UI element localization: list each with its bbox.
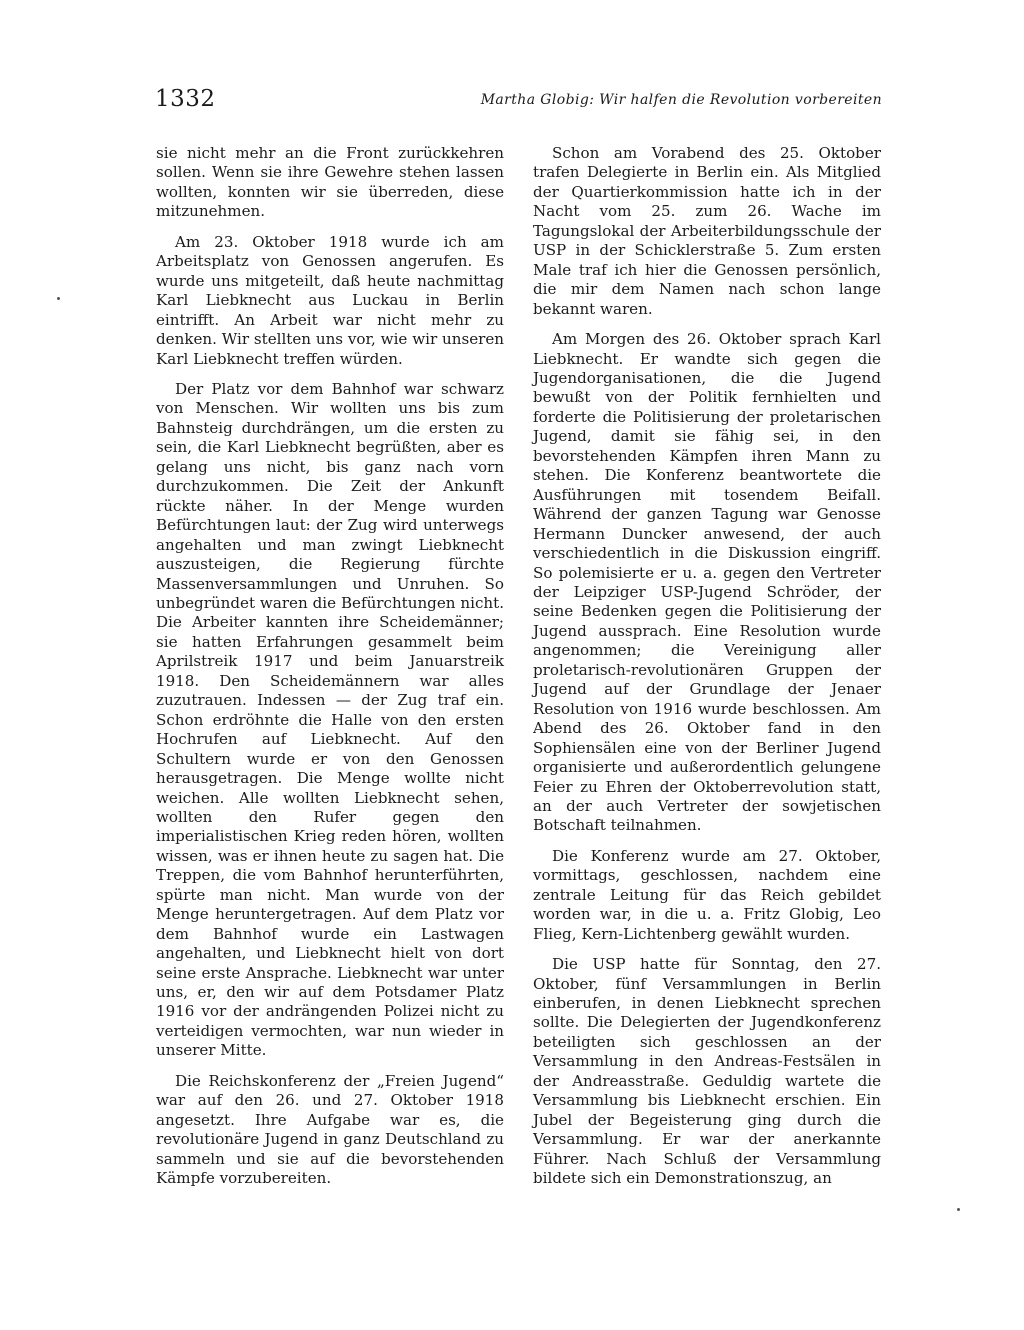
left-column [156,144,504,1200]
paragraph: sie nicht mehr an die Front zurückkehren sollen. Wenn sie ihre Gewehre stehen lassen wollten, konnten wir sie überreden, diese mitzunehmen. [156,144,504,221]
paragraph: Die Konferenz wurde am 27. Oktober, vormittags, geschlossen, nachdem eine zentrale Leitung für das Reich gebildet worden war, in die u. a. Fritz Globig, Leo Flieg, Kern-Lichtenberg gewählt wurden. [533,846,881,943]
paragraph: Die USP hatte für Sonntag, den 27. Oktober, fünf Versammlungen in Berlin einberufen, in denen Liebknecht sprechen sollte. Die Delegierten der Jugendkonferenz beteiligten sich geschlossen an der Versammlung in den Andreas-Festsälen in der Andreasstraße. Geduldig wartete die Versammlung bis Liebknecht erschien. Ein Jubel der Begeisterung ging durch die Versammlung. Er war der anerkannte Führer. Nach Schluß der Versammlung bildete sich ein Demonstrationszug, an [533,955,881,1188]
page-number: 1332 [155,86,216,112]
paragraph: Am 23. Oktober 1918 wurde ich am Arbeitsplatz von Genossen angerufen. Es wurde uns mitgeteilt, daß heute nachmittag Karl Liebknecht aus Luckau in Berlin eintrifft. An Arbeit war nicht mehr zu denken. Wir stellten uns vor, wie wir unseren Karl Liebknecht treffen würden. [156,232,504,368]
scan-speck [57,297,60,300]
right-column [533,144,881,1200]
paragraph: Am Morgen des 26. Oktober sprach Karl Liebknecht. Er wandte sich gegen die Jugendorganisationen, die die Jugend bewußt von der Politik fernhielten und forderte die Politisierung der proletarischen Jugend, damit sie fähig sei, in den bevorstehenden Kämpfen ihren Mann zu stehen. Die Konferenz beantwortete die Ausführungen mit tosendem Beifall. Während der ganzen Tagung war Genosse Hermann Duncker anwesend, der auch verschiedentlich in die Diskussion eingriff. So polemisierte er u. a. gegen den Vertreter der Leipziger USP-Jugend Schröder, der seine Bedenken gegen die Politisierung der Jugend aussprach. Eine Resolution wurde angenommen; die Vereinigung aller proletarisch-revolutionären Gruppen der Jugend auf der Grundlage der Jenaer Resolution von 1916 wurde beschlossen. Am Abend des 26. Oktober fand in den Sophiensälen eine von der Berliner Jugend organisierte und außerordentlich gelungene Feier zu Ehren der Oktoberrevolution statt, an der auch Vertreter der sowjetischen Botschaft teilnahmen. [533,330,881,835]
paragraph: Der Platz vor dem Bahnhof war schwarz von Menschen. Wir wollten uns bis zum Bahnsteig durchdrängen, um die ersten zu sein, die Karl Liebknecht begrüßten, aber es gelang uns nicht, bis ganz nach vorn durchzukommen. Die Zeit der Ankunft rückte näher. In der Menge wurden Befürchtungen laut: der Zug wird unterwegs angehalten und man zwingt Liebknecht auszusteigen, die Regierung fürchte Massenversammlungen und Unruhen. So unbegründet waren die Befürchtungen nicht. Die Arbeiter kannten ihre Scheidemänner; sie hatten Erfahrungen gesammelt beim Aprilstreik 1917 und beim Januarstreik 1918. Den Scheidemännern war alles zuzutrauen. Indessen — der Zug traf ein. Schon erdröhnte die Halle von den ersten Hochrufen auf Liebknecht. Auf den Schultern wurde er von den Genossen herausgetragen. Die Menge wollte nicht weichen. Alle wollten Liebknecht sehen, wollten den Rufer gegen den imperialistischen Krieg reden hören, wollten wissen, was er ihnen heute zu sagen hat. Die Treppen, die vom Bahnhof herunterführten, spürte man nicht. Man wurde von der Menge heruntergetragen. Auf dem Platz vor dem Bahnhof wurde ein Lastwagen angehalten, und Liebknecht hielt von dort seine erste Ansprache. Liebknecht war unter uns, er, den wir auf dem Potsdamer Platz 1916 vor der andrängenden Polizei nicht zu verteidigen vermochten, war nun wieder in unserer Mitte. [156,379,504,1060]
paragraph: Die Reichskonferenz der „Freien Jugend“ war auf den 26. und 27. Oktober 1918 angesetzt. Ihre Aufgabe war es, die revolutionäre Jugend in ganz Deutschland zu sammeln und sie auf die bevorstehenden Kämpfe vorzubereiten. [156,1071,504,1188]
running-head: Martha Globig: Wir halfen die Revolution vorbereiten [480,92,882,108]
scan-speck [957,1208,960,1211]
paragraph: Schon am Vorabend des 25. Oktober trafen Delegierte in Berlin ein. Als Mitglied der Quartierkommission hatte ich in der Nacht vom 25. zum 26. Wache im Tagungslokal der Arbeiterbildungsschule der USP in der Schicklerstraße 5. Zum ersten Male traf ich hier die Genossen persönlich, die mir dem Namen nach schon lange bekannt waren. [533,144,881,318]
